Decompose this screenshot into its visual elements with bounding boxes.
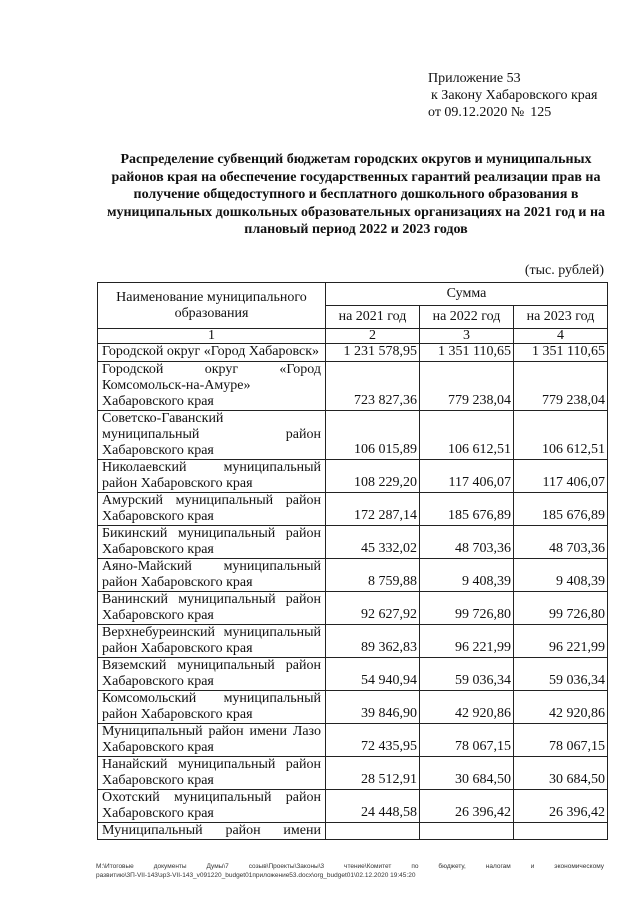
amount-2022: 106 612,51 bbox=[420, 411, 514, 460]
header-year-2022: на 2022 год bbox=[420, 306, 514, 329]
column-index: 4 bbox=[514, 329, 608, 344]
municipality-name: Вяземский муниципальный район Хабаровского края bbox=[98, 658, 326, 691]
amount-2022 bbox=[420, 823, 514, 840]
municipality-name: Советско-Гаванский муниципальный район Хабаровского края bbox=[98, 411, 326, 460]
amount-2023: 48 703,36 bbox=[514, 526, 608, 559]
municipality-name: Бикинский муниципальный район Хабаровского края bbox=[98, 526, 326, 559]
municipality-name: Амурский муниципальный район Хабаровского края bbox=[98, 493, 326, 526]
amount-2022: 78 067,15 bbox=[420, 724, 514, 757]
amount-2021 bbox=[326, 823, 420, 840]
municipality-name: Муниципальный район имени Лазо Хабаровского края bbox=[98, 724, 326, 757]
units-label: (тыс. рублей) bbox=[524, 263, 604, 278]
amount-2021: 92 627,92 bbox=[326, 592, 420, 625]
table-row bbox=[98, 790, 608, 823]
amount-2022: 117 406,07 bbox=[420, 460, 514, 493]
amount-2023: 26 396,42 bbox=[514, 790, 608, 823]
footer-path-line: M:\Итоговые документы Думы\7 созыв\Проекты\Законы\3 чтение\Комитет по бюджету, налогам и экономическому bbox=[96, 863, 604, 870]
amount-2021: 72 435,95 bbox=[326, 724, 420, 757]
table-row bbox=[98, 724, 608, 757]
amount-2023: 59 036,34 bbox=[514, 658, 608, 691]
amount-2021: 89 362,83 bbox=[326, 625, 420, 658]
amount-2022: 99 726,80 bbox=[420, 592, 514, 625]
file-path-footer bbox=[96, 862, 604, 880]
table-row bbox=[98, 625, 608, 658]
amount-2023: 96 221,99 bbox=[514, 625, 608, 658]
amount-2022: 1 351 110,65 bbox=[420, 344, 514, 362]
header-municipality: Наименование муниципального образования bbox=[98, 283, 326, 329]
amount-2022: 185 676,89 bbox=[420, 493, 514, 526]
municipality-name: Верхнебуреинский муниципальный район Хабаровского края bbox=[98, 625, 326, 658]
municipality-name: Николаевский муниципальный район Хабаровского края bbox=[98, 460, 326, 493]
subsidy-table bbox=[97, 282, 608, 840]
table-row bbox=[98, 559, 608, 592]
amount-2021: 106 015,89 bbox=[326, 411, 420, 460]
amount-2023: 185 676,89 bbox=[514, 493, 608, 526]
municipality-name: Комсомольский муниципальный район Хабаровского края bbox=[98, 691, 326, 724]
table-row bbox=[98, 411, 608, 460]
amount-2023: 42 920,86 bbox=[514, 691, 608, 724]
municipality-name: Ванинский муниципальный район Хабаровского края bbox=[98, 592, 326, 625]
table-row bbox=[98, 757, 608, 790]
header-sum: Сумма bbox=[326, 283, 608, 306]
amount-2023: 99 726,80 bbox=[514, 592, 608, 625]
appendix-law: к Закону Хабаровского края bbox=[431, 88, 598, 103]
amount-2021: 24 448,58 bbox=[326, 790, 420, 823]
amount-2021: 54 940,94 bbox=[326, 658, 420, 691]
table-row bbox=[98, 691, 608, 724]
amount-2022: 48 703,36 bbox=[420, 526, 514, 559]
amount-2023: 9 408,39 bbox=[514, 559, 608, 592]
table-row bbox=[98, 526, 608, 559]
municipality-name: Охотский муниципальный район Хабаровского края bbox=[98, 790, 326, 823]
amount-2022: 30 684,50 bbox=[420, 757, 514, 790]
table-row bbox=[98, 344, 608, 362]
column-index: 3 bbox=[420, 329, 514, 344]
amount-2023: 1 351 110,65 bbox=[514, 344, 608, 362]
amount-2022: 42 920,86 bbox=[420, 691, 514, 724]
amount-2023: 78 067,15 bbox=[514, 724, 608, 757]
amount-2022: 26 396,42 bbox=[420, 790, 514, 823]
amount-2023: 117 406,07 bbox=[514, 460, 608, 493]
amount-2021: 1 231 578,95 bbox=[326, 344, 420, 362]
municipality-name: Нанайский муниципальный район Хабаровского края bbox=[98, 757, 326, 790]
municipality-name: Городской округ «Город Комсомольск-на-Амуре» Хабаровского края bbox=[98, 362, 326, 411]
appendix-date bbox=[428, 104, 597, 121]
column-index: 1 bbox=[98, 329, 326, 344]
amount-2023 bbox=[514, 823, 608, 840]
municipality-name: Муниципальный район имени bbox=[98, 823, 326, 840]
amount-2022: 9 408,39 bbox=[420, 559, 514, 592]
amount-2023: 779 238,04 bbox=[514, 362, 608, 411]
appendix-law-number: 125 bbox=[530, 105, 552, 120]
municipality-name: Городской округ «Город Хабаровск» bbox=[98, 344, 326, 362]
appendix-header bbox=[428, 70, 597, 121]
appendix-number: Приложение 53 bbox=[428, 71, 521, 86]
amount-2021: 28 512,91 bbox=[326, 757, 420, 790]
column-index: 2 bbox=[326, 329, 420, 344]
header-year-2021: на 2021 год bbox=[326, 306, 420, 329]
table-row bbox=[98, 823, 608, 840]
document-title: Распределение субвенций бюджетам городских округов и муниципальных районов края на обеспечение государственных гарантий реализации прав на получение общедоступного и бесплатного дошкольного образования в муниципальных дошкольных образовательных организациях на 2021 год и на плановый период 2022 и 2023 годов bbox=[106, 152, 606, 237]
appendix-date-text: от 09.12.2020 № bbox=[428, 105, 525, 120]
amount-2023: 106 612,51 bbox=[514, 411, 608, 460]
amount-2021: 45 332,02 bbox=[326, 526, 420, 559]
table-row bbox=[98, 493, 608, 526]
table-row bbox=[98, 460, 608, 493]
amount-2022: 96 221,99 bbox=[420, 625, 514, 658]
amount-2023: 30 684,50 bbox=[514, 757, 608, 790]
footer-path-line: развитию\3П-VII-143\зр3-VII-143_v091220_budget01приложение53.docx\org_budget01\02.12.2020 19:45:20 bbox=[96, 872, 416, 879]
amount-2021: 172 287,14 bbox=[326, 493, 420, 526]
table-row bbox=[98, 592, 608, 625]
amount-2021: 723 827,36 bbox=[326, 362, 420, 411]
amount-2022: 59 036,34 bbox=[420, 658, 514, 691]
table-row bbox=[98, 362, 608, 411]
table-row bbox=[98, 658, 608, 691]
amount-2021: 108 229,20 bbox=[326, 460, 420, 493]
amount-2021: 39 846,90 bbox=[326, 691, 420, 724]
header-year-2023: на 2023 год bbox=[514, 306, 608, 329]
municipality-name: Аяно-Майский муниципальный район Хабаровского края bbox=[98, 559, 326, 592]
amount-2022: 779 238,04 bbox=[420, 362, 514, 411]
amount-2021: 8 759,88 bbox=[326, 559, 420, 592]
